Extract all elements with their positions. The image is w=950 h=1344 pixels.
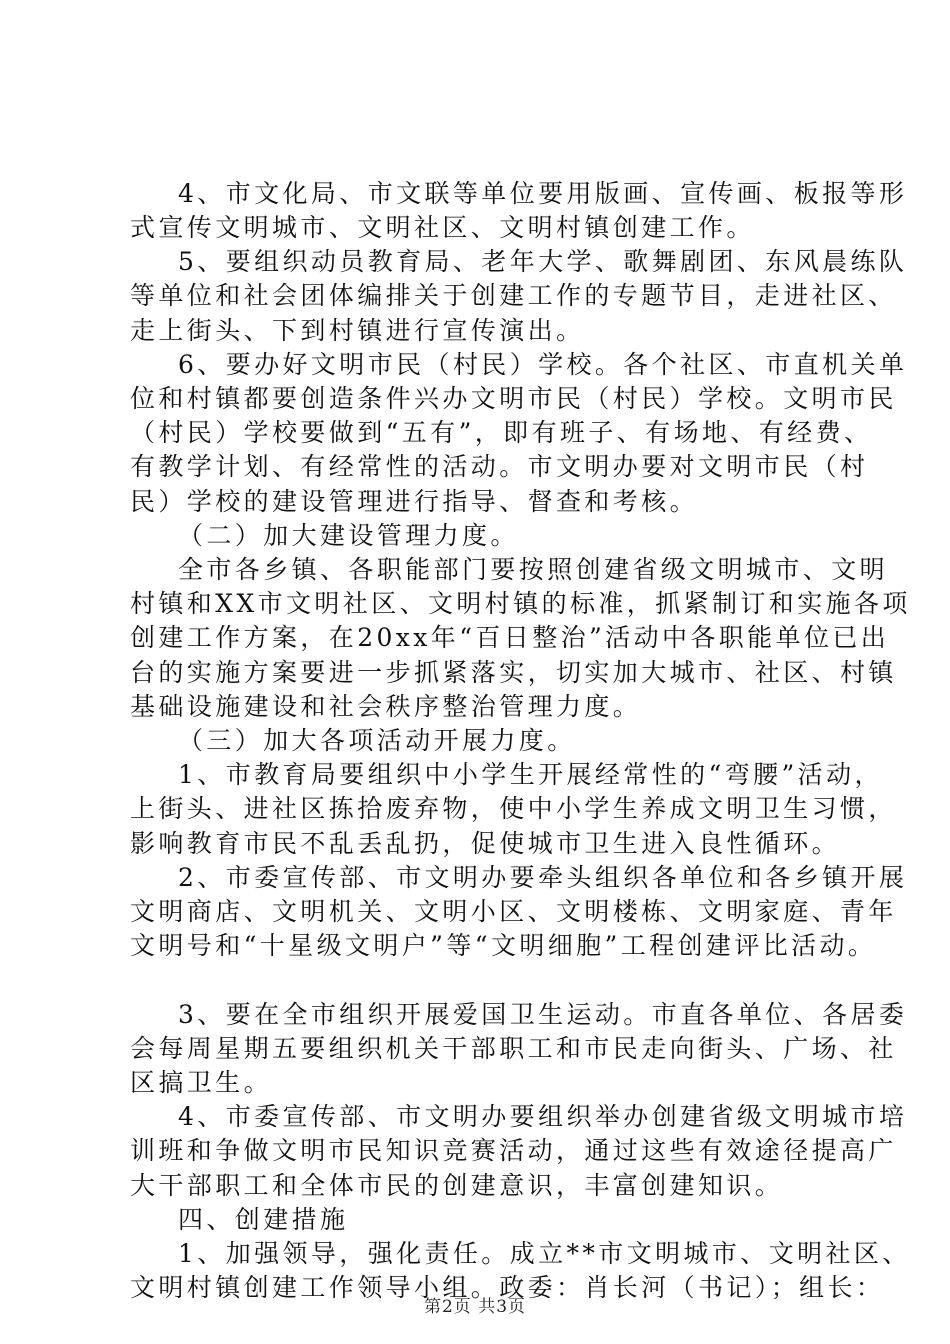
paragraph-line: 式宣传文明城市、文明社区、文明村镇创建工作。 <box>130 213 755 242</box>
paragraph-line: 位和村镇都要创造条件兴办文明市民（村民）学校。文明市民 <box>130 384 897 413</box>
paragraph-line: 大干部职工和全体市民的创建意识，丰富创建知识。 <box>130 1171 784 1200</box>
paragraph-line: 基础设施建设和社会秩序整治管理力度。 <box>130 692 642 721</box>
paragraph-line: 3、要在全市组织开展爱国卫生运动。市直各单位、各居委 <box>178 1000 908 1029</box>
paragraph-line: 走上街头、下到村镇进行宣传演出。 <box>130 316 585 345</box>
paragraph-line: 会每周星期五要组织机关干部职工和市民走向街头、广场、社 <box>130 1034 897 1063</box>
paragraph-line: 1、市教育局要组织中小学生开展经常性的“弯腰”活动， <box>178 760 883 789</box>
paragraph-line: 文明村镇创建工作领导小组。政委：肖长河（书记）；组长： <box>130 1273 885 1302</box>
paragraph-line: 4、市委宣传部、市文明办要组织举办创建省级文明城市培 <box>178 1102 908 1131</box>
paragraph-line: 文明商店、文明机关、文明小区、文明楼栋、文明家庭、青年 <box>130 897 897 926</box>
paragraph-line: 1、加强领导，强化责任。成立**市文明城市、文明社区、 <box>178 1239 911 1268</box>
paragraph-line: 有教学计划、有经常性的活动。市文明办要对文明市民（村 <box>130 452 869 481</box>
paragraph-line: 6、要办好文明市民（村民）学校。各个社区、市直机关单 <box>178 350 908 379</box>
paragraph-line: 村镇和XX市文明社区、文明村镇的标准，抓紧制订和实施各项 <box>130 589 911 618</box>
paragraph-line: 训班和争做文明市民知识竞赛活动，通过这些有效途径提高广 <box>130 1136 897 1165</box>
paragraph-line: 等单位和社会团体编排关于创建工作的专题节目，走进社区、 <box>130 281 897 310</box>
paragraph-line: 全市各乡镇、各职能部门要按照创建省级文明城市、文明 <box>178 555 889 584</box>
paragraph-line: 区搞卫生。 <box>130 1068 273 1097</box>
paragraph-line: （村民）学校要做到“五有”，即有班子、有场地、有经费、 <box>130 418 873 447</box>
paragraph-line: 台的实施方案要进一步抓紧落实，切实加大城市、社区、村镇 <box>130 658 897 687</box>
paragraph-line: 4、市文化局、市文联等单位要用版画、宣传画、板报等形 <box>178 179 908 208</box>
paragraph-line: 上街头、进社区拣拾废弃物，使中小学生养成文明卫生习惯， <box>130 794 897 823</box>
section-heading: 四、创建措施 <box>178 1205 349 1234</box>
section-heading: （二）加大建设管理力度。 <box>178 521 519 550</box>
paragraph-line: 影响教育市民不乱丢乱扔，促使城市卫生进入良性循环。 <box>130 829 841 858</box>
paragraph-line: 创建工作方案，在20xx年“百日整治”活动中各职能单位已出 <box>130 623 890 652</box>
page-number-footer: 第2页 共3页 <box>423 1297 527 1317</box>
paragraph-line: 5、要组织动员教育局、老年大学、歌舞剧团、东风晨练队 <box>178 247 908 276</box>
section-heading: （三）加大各项活动开展力度。 <box>178 726 576 755</box>
paragraph-line: 2、市委宣传部、市文明办要牵头组织各单位和各乡镇开展 <box>178 863 908 892</box>
paragraph-line: 文明号和“十星级文明户”等“文明细胞”工程创建评比活动。 <box>130 931 877 960</box>
paragraph-line: 民）学校的建设管理进行指导、督查和考核。 <box>130 487 699 516</box>
